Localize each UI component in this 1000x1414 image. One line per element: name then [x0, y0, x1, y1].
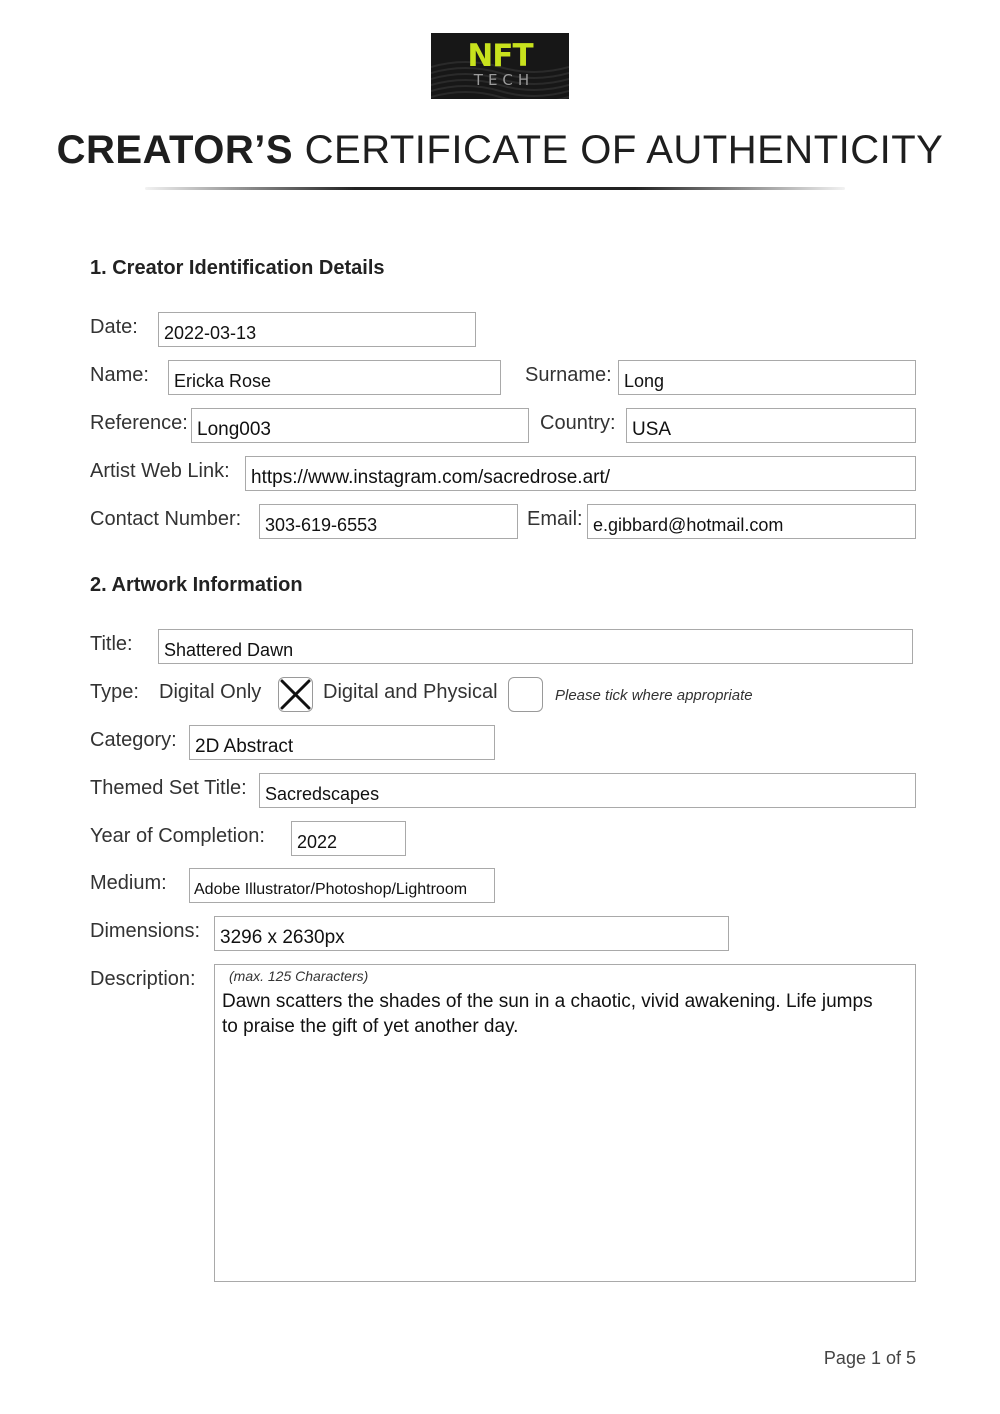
- type-digital-physical-checkbox[interactable]: [508, 677, 543, 712]
- web-link-field[interactable]: https://www.instagram.com/sacredrose.art/: [245, 456, 916, 491]
- certificate-title: [0, 128, 1000, 173]
- email-label: Email:: [527, 508, 583, 530]
- country-field[interactable]: USA: [626, 408, 916, 443]
- surname-label: Surname:: [525, 364, 612, 386]
- title-label: Title:: [90, 633, 133, 655]
- logo-sub-text: TECH: [473, 71, 535, 89]
- web-link-label: Artist Web Link:: [90, 460, 230, 482]
- date-label: Date:: [90, 316, 138, 338]
- surname-field[interactable]: Long: [618, 360, 916, 395]
- country-label: Country:: [540, 412, 616, 434]
- category-label: Category:: [90, 729, 177, 751]
- reference-label: Reference:: [90, 412, 188, 434]
- type-digital-only-label: Digital Only: [159, 681, 262, 703]
- type-label: Type:: [90, 681, 139, 703]
- email-field[interactable]: e.gibbard@hotmail.com: [587, 504, 916, 539]
- name-label: Name:: [90, 364, 149, 386]
- type-digital-physical-label: Digital and Physical: [323, 681, 498, 703]
- certificate-title-bold: CREATOR’S: [56, 128, 294, 172]
- date-field[interactable]: 2022-03-13: [158, 312, 476, 347]
- description-limit-note: (max. 125 Characters): [229, 968, 369, 984]
- contact-number-field[interactable]: 303-619-6553: [259, 504, 518, 539]
- section2-heading: 2. Artwork Information: [90, 574, 303, 596]
- dimensions-label: Dimensions:: [90, 920, 201, 942]
- description-label: Description:: [90, 968, 196, 990]
- medium-label: Medium:: [90, 872, 167, 894]
- section1-heading: 1. Creator Identification Details: [90, 257, 385, 279]
- reference-field[interactable]: Long003: [191, 408, 529, 443]
- medium-field[interactable]: Adobe Illustrator/Photoshop/Lightroom: [189, 868, 495, 903]
- category-field[interactable]: 2D Abstract: [189, 725, 495, 760]
- title-divider: [145, 187, 845, 190]
- name-field[interactable]: Ericka Rose: [168, 360, 501, 395]
- description-field[interactable]: [214, 964, 916, 1282]
- certificate-title-rest: CERTIFICATE OF AUTHENTICITY: [304, 128, 944, 172]
- dimensions-field[interactable]: 3296 x 2630px: [214, 916, 729, 951]
- logo-main-text: NFT: [467, 38, 533, 74]
- themed-set-label: Themed Set Title:: [90, 777, 247, 799]
- page-number: Page 1 of 5: [823, 1348, 916, 1368]
- year-label: Year of Completion:: [90, 825, 265, 847]
- year-field[interactable]: 2022: [291, 821, 406, 856]
- themed-set-field[interactable]: Sacredscapes: [259, 773, 916, 808]
- type-instruction-note: Please tick where appropriate: [555, 687, 753, 704]
- contact-number-label: Contact Number:: [90, 508, 242, 530]
- cross-mark-icon: [279, 678, 312, 711]
- nft-tech-logo: [431, 33, 569, 99]
- artwork-title-field[interactable]: Shattered Dawn: [158, 629, 913, 664]
- type-digital-only-checkbox[interactable]: [278, 677, 313, 712]
- description-text: Dawn scatters the shades of the sun in a chaotic, vivid awakening. Life jumps to praise the gift of yet another day.: [222, 991, 873, 1037]
